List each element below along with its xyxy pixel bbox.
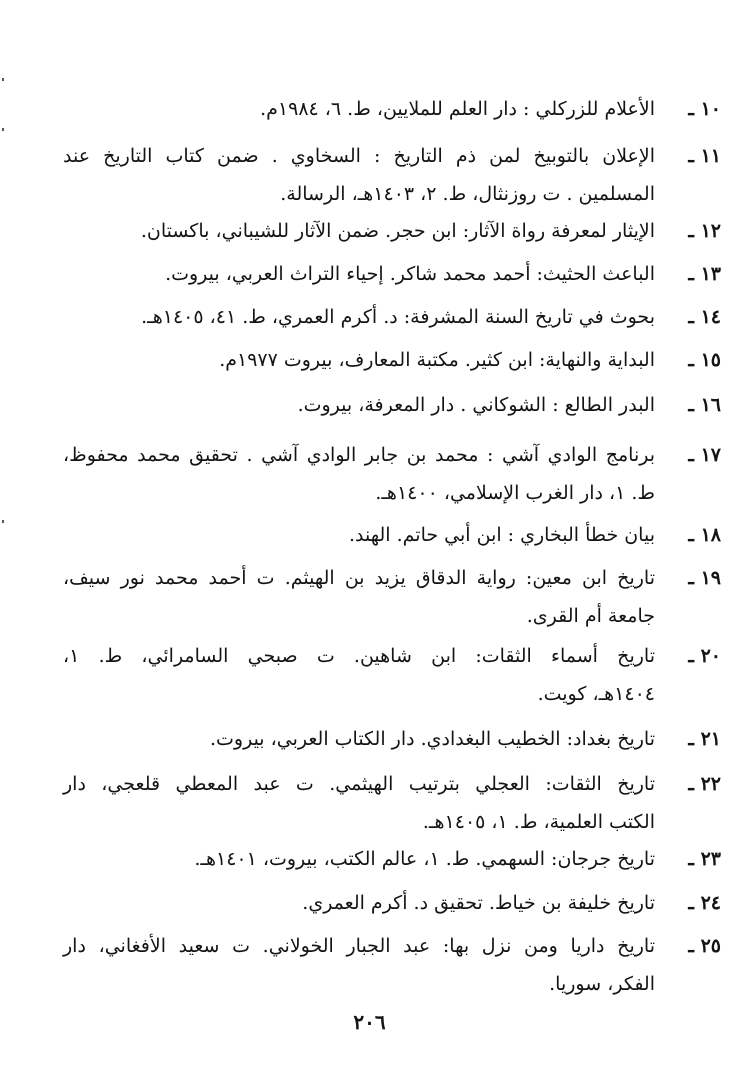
entry-line: الكتب العلمية، ط. ١، ١٤٠٥هـ. — [422, 811, 655, 833]
entry-number: ٢٠ ـ — [688, 645, 721, 667]
entry-number: ١٢ ـ — [688, 220, 721, 242]
entry-number: ١٠ ـ — [688, 98, 721, 120]
entry-number: ٢٥ ـ — [688, 935, 721, 957]
entry-line: البدر الطالع : الشوكاني . دار المعرفة، بيروت. — [297, 394, 655, 416]
scan-mark — [2, 128, 4, 131]
entry-line: تاريخ بغداد: الخطيب البغدادي. دار الكتاب العربي، بيروت. — [209, 728, 655, 750]
entry-number: ١٧ ـ — [688, 444, 721, 466]
entry-line: الفكر، سوريا. — [549, 973, 655, 995]
entry-line: الأعلام للزركلي : دار العلم للملايين، ط. ٦، ١٩٨٤م. — [260, 98, 655, 120]
reference-entry — [63, 884, 721, 922]
entry-line: تاريخ خليفة بن خياط. تحقيق د. أكرم العمري. — [302, 892, 655, 914]
entry-line: تاريخ داريا ومن نزل بها: عبد الجبار الخولاني. ت سعيد الأفغاني، دار — [63, 935, 655, 957]
reference-entry — [63, 436, 721, 512]
entry-number: ١٩ ـ — [688, 567, 721, 589]
entry-line: تاريخ الثقات: العجلي بترتيب الهيثمي. ت عبد المعطي قلعجي، دار — [63, 773, 655, 795]
reference-entry — [63, 559, 721, 635]
entry-number: ٢١ ـ — [688, 728, 721, 750]
reference-entry — [63, 516, 721, 554]
reference-entry — [63, 298, 721, 336]
entry-number: ١٦ ـ — [688, 394, 721, 416]
reference-entry — [63, 137, 721, 213]
reference-entry — [63, 720, 721, 758]
scan-mark — [2, 520, 4, 523]
entry-line: الباعث الحثيث: أحمد محمد شاكر. إحياء التراث العربي، بيروت. — [165, 263, 655, 285]
entry-number: ٢٣ ـ — [688, 848, 721, 870]
page-number: ٢٠٦ — [353, 1010, 386, 1034]
entry-line: ١٤٠٤هـ، كويت. — [537, 683, 655, 705]
entry-line: المسلمين . ت روزنثال، ط. ٢، ١٤٠٣هـ، الرسالة. — [280, 183, 655, 205]
entry-line: الإيثار لمعرفة رواة الآثار: ابن حجر. ضمن الآثار للشيباني، باكستان. — [140, 220, 655, 242]
entry-number: ١١ ـ — [688, 145, 721, 167]
reference-entry — [63, 341, 721, 379]
entry-line: تاريخ ابن معين: رواية الدقاق يزيد بن الهيثم. ت أحمد محمد نور سيف، — [63, 567, 655, 589]
entry-line: برنامج الوادي آشي : محمد بن جابر الوادي آشي . تحقيق محمد محفوظ، — [63, 444, 655, 466]
reference-entry — [63, 765, 721, 841]
entry-number: ٢٤ ـ — [688, 892, 721, 914]
entry-number: ٢٢ ـ — [688, 773, 721, 795]
entry-line: جامعة أم القرى. — [526, 605, 655, 627]
reference-entry — [63, 637, 721, 713]
entry-line: الإعلان بالتوبيخ لمن ذم التاريخ : السخاوي . ضمن كتاب التاريخ عند — [63, 145, 655, 167]
reference-entry — [63, 255, 721, 293]
reference-entry — [63, 90, 721, 128]
entry-number: ١٨ ـ — [688, 524, 721, 546]
reference-entry — [63, 840, 721, 878]
reference-entry — [63, 212, 721, 250]
entry-line: البداية والنهاية: ابن كثير. مكتبة المعارف، بيروت ١٩٧٧م. — [219, 349, 655, 371]
entry-line: ط. ١، دار الغرب الإسلامي، ١٤٠٠هـ. — [375, 482, 655, 504]
reference-entry — [63, 927, 721, 1003]
entry-number: ١٤ ـ — [688, 306, 721, 328]
scan-mark — [2, 78, 4, 81]
entry-number: ١٣ ـ — [688, 263, 721, 285]
entry-line: تاريخ جرجان: السهمي. ط. ١، عالم الكتب، بيروت، ١٤٠١هـ. — [194, 848, 655, 870]
reference-entry — [63, 386, 721, 424]
entry-line: بحوث في تاريخ السنة المشرفة: د. أكرم العمري، ط. ٤١، ١٤٠٥هـ. — [141, 306, 655, 328]
entry-line: تاريخ أسماء الثقات: ابن شاهين. ت صبحي السامرائي، ط. ١، — [63, 645, 655, 667]
entry-number: ١٥ ـ — [688, 349, 721, 371]
entry-line: بيان خطأ البخاري : ابن أبي حاتم. الهند. — [349, 524, 655, 546]
